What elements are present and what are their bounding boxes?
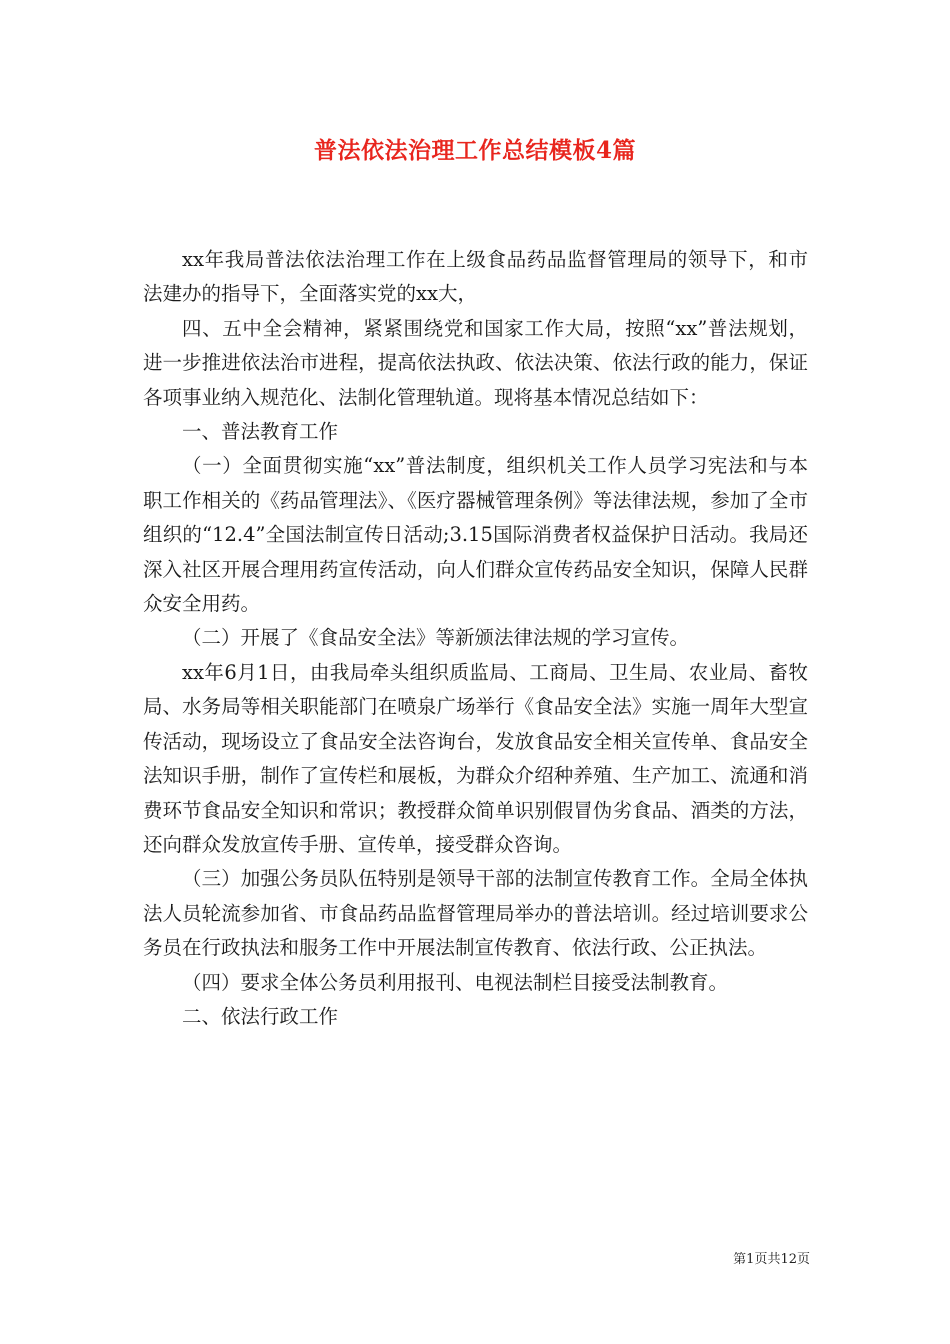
paragraph-item-4: （四）要求全体公务员利用报刊、电视法制栏目接受法制教育。 [182, 970, 729, 994]
paragraph-plenary-spirit: 四、五中全会精神，紧紧围绕党和国家工作大局，按照“xx”普法规划，进一步推进依法治市进程，提高依法执政、依法决策、依法行政的能力，保证各项事业纳入规范化、法制化管理轨道。现将基本情况总结如下： [143, 316, 808, 409]
section-heading-administration: 二、依法行政工作 [182, 1004, 339, 1028]
paragraph-item-1: （一）全面贯彻实施“xx”普法制度，组织机关工作人员学习宪法和与本职工作相关的《药品管理法》、《医疗器械管理条例》等法律法规，参加了全市组织的“12.4”全国法制宣传日活动;3.15国际消费者权益保护日活动。我局还深入社区开展合理用药宣传活动，向人们群众宣传药品安全知识，保障人民群众安全用药。 [143, 454, 808, 616]
page-number: 第1页共12页 [733, 1252, 810, 1267]
section-heading-legal-education: 一、普法教育工作 [182, 420, 339, 444]
page-title: 普法依法治理工作总结模板4篇 [313, 137, 636, 164]
paragraph-item-2: （二）开展了《食品安全法》等新颁法律法规的学习宣传。 [182, 626, 690, 650]
paragraph-food-safety-event: xx年6月1日，由我局牵头组织质监局、工商局、卫生局、农业局、畜牧局、水务局等相关职能部门在喷泉广场举行《食品安全法》实施一周年大型宣传活动，现场设立了食品安全法咨询台，发放食品安全相关宣传单、食品安全法知识手册，制作了宣传栏和展板，为群众介绍种养殖、生产加工、流通和消费环节食品安全知识和常识；教授群众简单识别假冒伪劣食品、酒类的方法，还向群众发放宣传手册、宣传单，接受群众咨询。 [143, 660, 808, 856]
paragraph-item-3: （三）加强公务员队伍特别是领导干部的法制宣传教育工作。全局全体执法人员轮流参加省、市食品药品监督管理局举办的普法培训。经过培训要求公务员在行政执法和服务工作中开展法制宣传教育、依法行政、公正执法。 [143, 867, 808, 960]
paragraph-intro: xx年我局普法依法治理工作在上级食品药品监督管理局的领导下，和市法建办的指导下，全面落实党的xx大， [143, 248, 808, 306]
document-body [143, 243, 808, 1034]
